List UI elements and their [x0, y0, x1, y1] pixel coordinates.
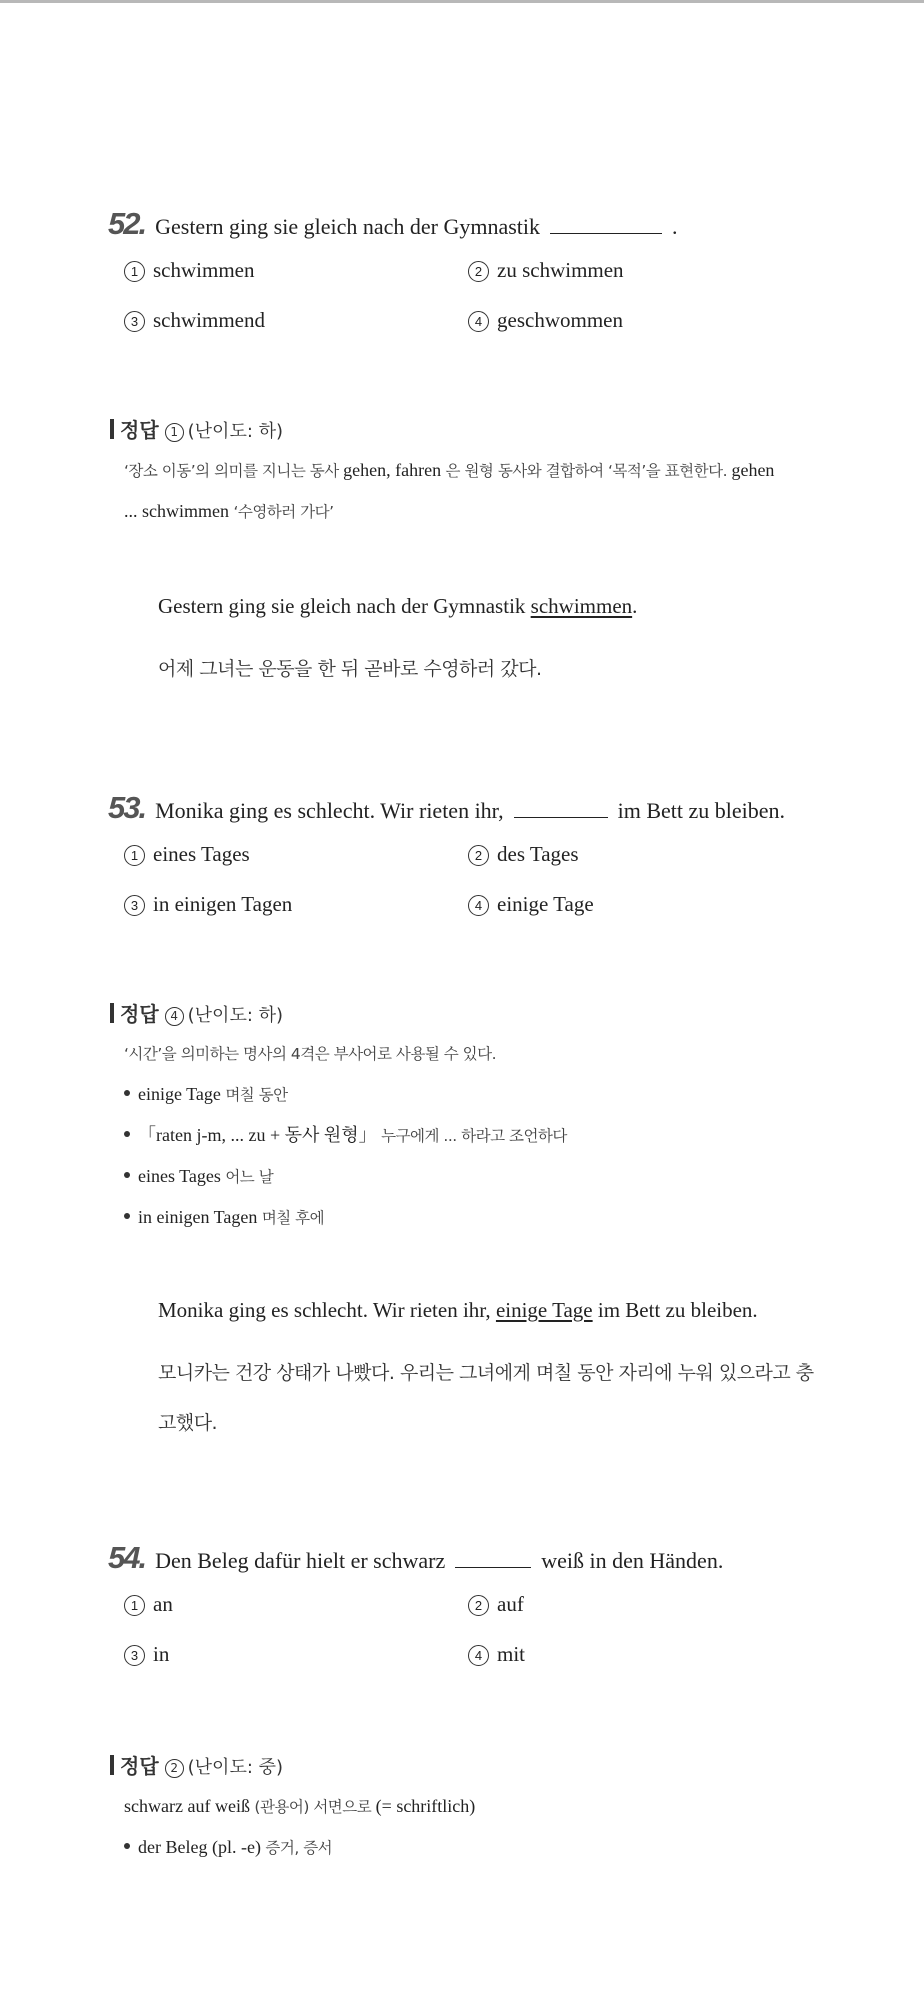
option-text: auf — [497, 1592, 524, 1616]
option-number: 3 — [124, 311, 145, 332]
question-stem — [108, 1540, 828, 1584]
options-list — [124, 258, 828, 358]
bullet-korean: 어느 날 — [225, 1168, 274, 1186]
option-text: schwimmen — [153, 258, 255, 282]
answer-header — [110, 998, 830, 1034]
options-list — [124, 1592, 828, 1692]
option-number: 2 — [468, 1595, 489, 1616]
answer-header — [110, 414, 830, 450]
question-text: Den Beleg dafür hielt er schwarz — [155, 1548, 446, 1573]
question-text: Gestern ging sie gleich nach der Gymnastik — [155, 214, 541, 239]
question-52 — [108, 206, 828, 358]
option-1 — [124, 258, 254, 283]
option-number: 2 — [468, 845, 489, 866]
option-number: 1 — [124, 845, 145, 866]
explanation-german: gehen, fahren — [343, 460, 442, 480]
question-text-end: im Bett zu bleiben. — [617, 798, 786, 823]
option-text: des Tages — [497, 842, 579, 866]
bullet-german: 「raten j-m, ... zu + 동사 원형」 — [138, 1125, 377, 1145]
option-2 — [468, 842, 579, 867]
answer-52 — [110, 414, 830, 532]
example-text: Gestern ging sie gleich nach der Gymnastik — [158, 594, 526, 618]
explanation-text: ‘수영하러 가다’ — [233, 503, 334, 521]
bullet-dot — [124, 1172, 130, 1178]
option-4 — [468, 308, 623, 333]
option-number: 2 — [468, 261, 489, 282]
answer-bar — [110, 419, 114, 439]
answer-label: 정답 — [120, 418, 159, 442]
question-text: Monika ging es schlecht. Wir rieten ihr, — [155, 798, 504, 823]
question-number: 54. — [108, 1540, 146, 1575]
bullet-korean: 누구에게 ... 하라고 조언하다 — [381, 1127, 567, 1145]
option-1 — [124, 1592, 173, 1617]
answer-mark: 4 — [165, 1007, 184, 1026]
answer-header — [110, 1750, 830, 1786]
answer-blank — [550, 215, 662, 234]
option-1 — [124, 842, 250, 867]
example-text-end: . — [632, 594, 638, 618]
example-answer: schwimmen — [530, 594, 633, 618]
answer-bar — [110, 1003, 114, 1023]
option-3 — [124, 308, 265, 333]
example-german — [158, 1298, 818, 1348]
explanation — [124, 450, 830, 532]
option-number: 4 — [468, 895, 489, 916]
example-text-end: im Bett zu bleiben. — [597, 1298, 758, 1322]
option-2 — [468, 258, 624, 283]
question-54 — [108, 1540, 828, 1692]
explanation-german: schwarz auf weiß — [124, 1796, 250, 1816]
example-korean-line2: 고했다. — [158, 1412, 218, 1434]
option-text: zu schwimmen — [497, 258, 624, 282]
answer-53 — [110, 998, 830, 1238]
answer-blank — [514, 799, 608, 818]
explanation-line — [124, 491, 830, 532]
option-number: 3 — [124, 1645, 145, 1666]
option-text: einige Tage — [497, 892, 594, 916]
explanation-bullet — [124, 1827, 830, 1868]
answer-mark: 1 — [165, 423, 184, 442]
explanation-line — [124, 1786, 830, 1827]
explanation-bullet — [124, 1115, 830, 1156]
option-text: geschwommen — [497, 308, 623, 332]
question-53 — [108, 790, 828, 942]
option-text: an — [153, 1592, 173, 1616]
question-number: 52. — [108, 206, 146, 241]
explanation-line — [124, 450, 830, 491]
explanation-german: ... schwimmen — [124, 501, 229, 521]
option-2 — [468, 1592, 524, 1617]
example-german — [158, 594, 818, 644]
example-text: Monika ging es schlecht. Wir rieten ihr, — [158, 1298, 491, 1322]
bullet-korean: 며칠 후에 — [261, 1209, 325, 1227]
option-number: 3 — [124, 895, 145, 916]
question-stem — [108, 790, 828, 834]
option-text: mit — [497, 1642, 526, 1666]
option-number: 1 — [124, 261, 145, 282]
option-text: in einigen Tagen — [153, 892, 293, 916]
option-text: schwimmend — [153, 308, 265, 332]
answer-blank — [455, 1549, 531, 1568]
bullet-korean: 증거, 증서 — [265, 1839, 333, 1857]
answer-54 — [110, 1750, 830, 1868]
bullet-dot — [124, 1131, 130, 1137]
question-stem — [108, 206, 828, 250]
example-answer: einige Tage — [495, 1298, 593, 1322]
example-korean-line1: 모니카는 건강 상태가 나빴다. 우리는 그녀에게 며칠 동안 자리에 누워 있으라고 충 — [158, 1362, 814, 1384]
bullet-german: einige Tage — [138, 1084, 221, 1104]
example-53 — [158, 1298, 818, 1448]
example-52 — [158, 594, 818, 694]
option-3 — [124, 892, 292, 917]
explanation-text: (관용어) 서면으로 — [254, 1798, 372, 1816]
explanation-german: gehen — [731, 460, 775, 480]
bullet-dot — [124, 1843, 130, 1849]
option-number: 4 — [468, 311, 489, 332]
explanation-bullet — [124, 1197, 830, 1238]
option-text: in — [153, 1642, 170, 1666]
explanation — [124, 1786, 830, 1868]
bullet-german: eines Tages — [138, 1166, 221, 1186]
explanation-german: (= schriftlich) — [375, 1796, 476, 1816]
bullet-dot — [124, 1213, 130, 1219]
option-4 — [468, 1642, 525, 1667]
example-korean: 어제 그녀는 운동을 한 뒤 곧바로 수영하러 갔다. — [158, 658, 542, 680]
option-number: 1 — [124, 1595, 145, 1616]
bullet-german: der Beleg (pl. -e) — [138, 1837, 261, 1857]
answer-bar — [110, 1755, 114, 1775]
answer-label: 정답 — [120, 1002, 159, 1026]
bullet-korean: 며칠 동안 — [225, 1086, 288, 1104]
answer-label: 정답 — [120, 1754, 159, 1778]
explanation-text: ‘장소 이동’의 의미를 지니는 동사 — [124, 462, 339, 480]
explanation-bullet — [124, 1074, 830, 1115]
explanation-intro: ‘시간’을 의미하는 명사의 4격은 부사어로 사용될 수 있다. — [124, 1045, 497, 1063]
top-border — [0, 0, 924, 3]
option-3 — [124, 1642, 169, 1667]
explanation — [124, 1034, 830, 1238]
question-text-end: weiß in den Händen. — [541, 1548, 724, 1573]
difficulty: (난이도: 하) — [187, 1005, 284, 1026]
option-text: eines Tages — [153, 842, 250, 866]
question-text-end: . — [672, 214, 678, 239]
bullet-dot — [124, 1090, 130, 1096]
options-list — [124, 842, 828, 942]
option-4 — [468, 892, 594, 917]
difficulty: (난이도: 하) — [187, 421, 284, 442]
explanation-text: 은 원형 동사와 결합하여 ‘목적’을 표현한다. — [445, 462, 728, 480]
bullet-german: in einigen Tagen — [138, 1207, 258, 1227]
option-number: 4 — [468, 1645, 489, 1666]
explanation-bullet — [124, 1156, 830, 1197]
question-number: 53. — [108, 790, 146, 825]
answer-mark: 2 — [165, 1759, 184, 1778]
difficulty: (난이도: 중) — [187, 1757, 284, 1778]
